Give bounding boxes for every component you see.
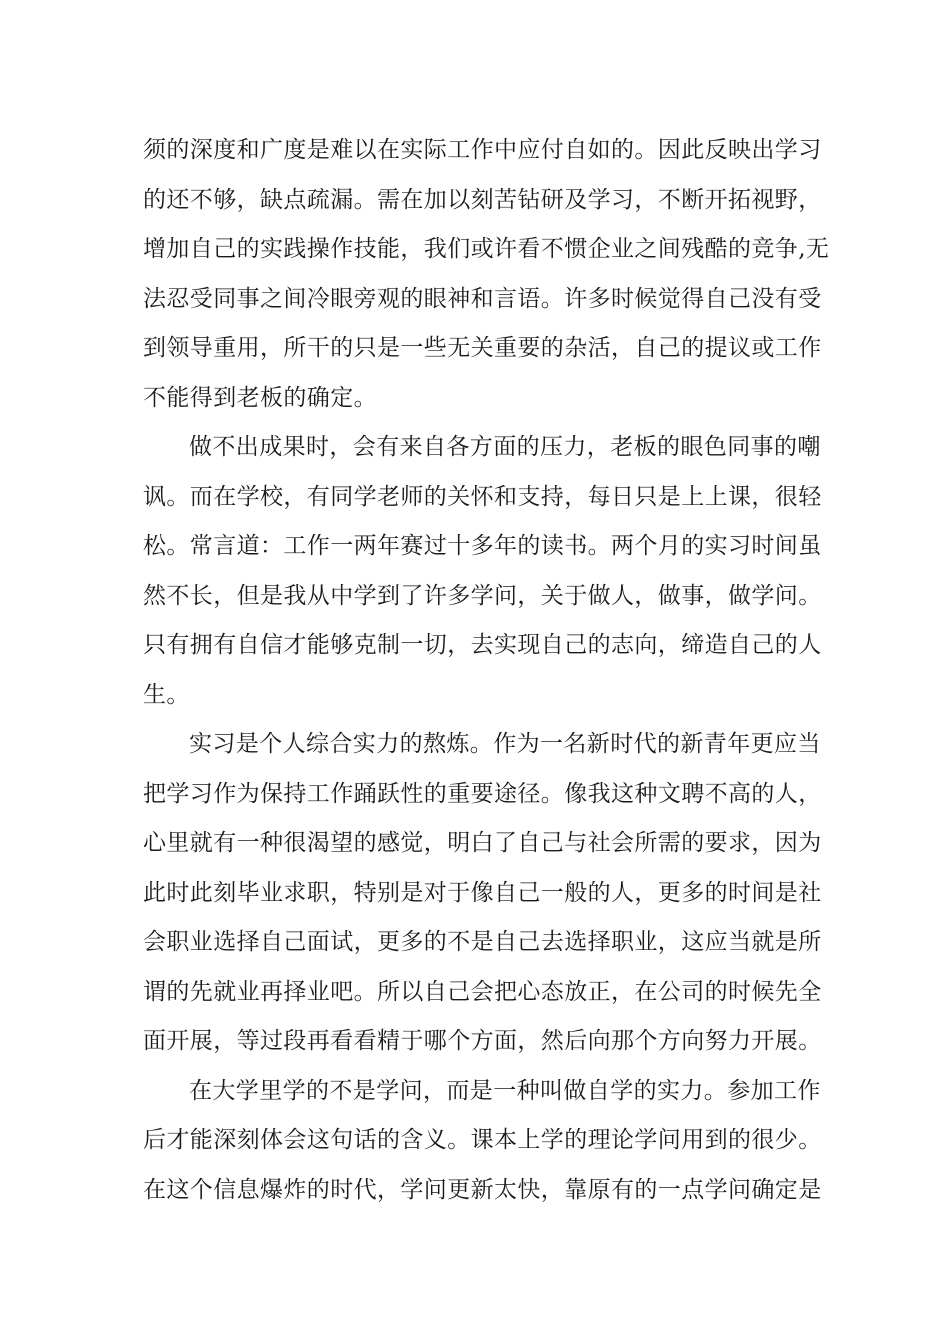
text-line: 后才能深刻体会这句话的含义。课本上学的理论学问用到的很少。 xyxy=(143,1127,822,1153)
text-line: 讽。而在学校，有同学老师的关怀和支持，每日只是上上课，很轻 xyxy=(143,483,822,510)
text-line: 在这个信息爆炸的时代，学问更新太快，靠原有的一点学问确定是 xyxy=(143,1176,822,1203)
text-line: 生。 xyxy=(143,681,190,708)
text-line: 只有拥有自信才能够克制一切，去实现自己的志向，缔造自己的人 xyxy=(143,632,822,658)
paragraph-start-line: 在大学里学的不是学问，而是一种叫做自学的实力。参加工作 xyxy=(189,1077,821,1104)
text-line: 谓的先就业再择业吧。所以自己会把心态放正，在公司的时候先全 xyxy=(143,978,822,1005)
text-line: 的还不够，缺点疏漏。需在加以刻苦钻研及学习，不断开拓视野， xyxy=(143,186,822,213)
paragraph-start-line: 做不出成果时，会有来自各方面的压力，老板的眼色同事的嘲 xyxy=(189,434,821,460)
text-line: 增加自己的实践操作技能，我们或许看不惯企业之间残酷的竞争,无 xyxy=(143,236,830,262)
text-line: 须的深度和广度是难以在实际工作中应付自如的。因此反映出学习 xyxy=(143,137,822,163)
text-line: 到领导重用，所干的只是一些无关重要的杂活，自己的提议或工作 xyxy=(143,335,822,361)
text-line: 面开展，等过段再看看精于哪个方面，然后向那个方向努力开展。 xyxy=(143,1028,822,1054)
text-line: 此时此刻毕业求职，特别是对于像自己一般的人，更多的时间是社 xyxy=(143,879,822,906)
paragraph-start-line: 实习是个人综合实力的熬炼。作为一名新时代的新青年更应当 xyxy=(189,731,821,757)
text-line: 法忍受同事之间冷眼旁观的眼神和言语。许多时候觉得自己没有受 xyxy=(143,285,822,312)
document-body xyxy=(143,126,830,1215)
text-line: 会职业选择自己面试，更多的不是自己去选择职业，这应当就是所 xyxy=(143,929,822,955)
text-line: 把学习作为保持工作踊跃性的重要途径。像我这种文聘不高的人， xyxy=(143,780,822,807)
text-line: 不能得到老板的确定。 xyxy=(143,384,377,411)
text-line: 松。常言道：工作一两年赛过十多年的读书。两个月的实习时间虽 xyxy=(143,533,822,559)
text-line: 然不长，但是我从中学到了许多学问，关于做人，做事，做学问。 xyxy=(143,582,822,609)
text-line: 心里就有一种很渴望的感觉，明白了自己与社会所需的要求，因为 xyxy=(143,830,822,856)
